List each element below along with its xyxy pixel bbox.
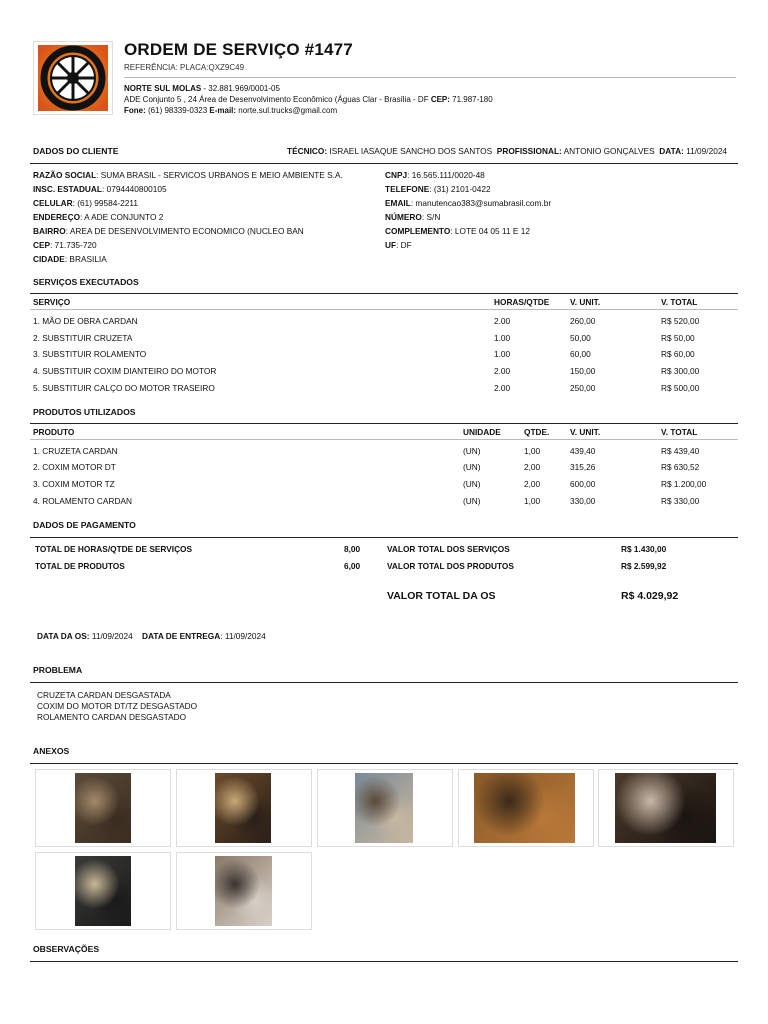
delivery-date: : 11/09/2024 xyxy=(220,631,266,641)
products-total-label: VALOR TOTAL DOS PRODUTOS xyxy=(387,561,514,571)
section-observations: OBSERVAÇÕES xyxy=(33,944,100,954)
company-logo xyxy=(33,41,113,115)
header-divider xyxy=(124,77,736,78)
company-phone-label: Fone: xyxy=(124,106,146,115)
client-field: COMPLEMENTO: LOTE 04 05 11 E 12 xyxy=(385,226,530,236)
total-products: 6,00 xyxy=(344,561,361,571)
services-header-service: SERVIÇO xyxy=(33,297,71,307)
os-date: 11/09/2024 xyxy=(89,631,133,641)
problem-line: ROLAMENTO CARDAN DESGASTADO xyxy=(37,712,187,722)
company-email: norte.sul.trucks@gmail.com xyxy=(236,106,338,115)
services-header-total: V. TOTAL xyxy=(661,297,698,307)
company-address-line xyxy=(124,95,493,104)
products-header-unit: UNIDADE xyxy=(463,427,501,437)
attachment-thumbnail[interactable] xyxy=(35,769,171,847)
attachment-thumbnail[interactable] xyxy=(35,852,171,930)
client-field: CNPJ: 16.565.111/0020-48 xyxy=(385,170,485,180)
services-total: R$ 1.430,00 xyxy=(621,544,667,554)
section-client: DADOS DO CLIENTE xyxy=(33,146,119,156)
products-total: R$ 2.599,92 xyxy=(621,561,667,571)
section-payment: DADOS DE PAGAMENTO xyxy=(33,520,136,530)
attachment-photo xyxy=(474,773,575,843)
client-field: CEP: 71.735-720 xyxy=(33,240,97,250)
company-email-label: E-mail: xyxy=(209,106,237,115)
profissional: ANTONIO GONÇALVES xyxy=(561,146,655,156)
products-header-vunit: V. UNIT. xyxy=(570,427,601,437)
attachment-thumbnail[interactable] xyxy=(598,769,734,847)
company-cep-label: CEP: xyxy=(430,95,450,104)
problem-line: COXIM DO MOTOR DT/TZ DESGASTADO xyxy=(37,701,198,711)
services-header-rule xyxy=(30,309,738,310)
client-field: TELEFONE: (31) 2101-0422 xyxy=(385,184,491,194)
services-divider xyxy=(30,293,738,294)
section-attachments: ANEXOS xyxy=(33,746,70,756)
section-problem: PROBLEMA xyxy=(33,665,83,675)
company-phone: (61) 98339-0323 xyxy=(145,106,210,115)
tecnico: ISRAEL IASAQUE SANCHO DOS SANTOS xyxy=(327,146,493,156)
tecnico-label: TÉCNICO: xyxy=(287,146,328,156)
company-line xyxy=(124,84,280,93)
os-date-label: DATA DA OS: xyxy=(37,631,90,641)
client-field: EMAIL: manutencao383@sumabrasil.com.br xyxy=(385,198,552,208)
total-hours: 8,00 xyxy=(344,544,361,554)
products-header-product: PRODUTO xyxy=(33,427,75,437)
observations-divider xyxy=(30,961,738,962)
client-divider xyxy=(30,163,738,164)
client-field: ENDEREÇO: A ADE CONJUNTO 2 xyxy=(33,212,164,222)
products-header-total: V. TOTAL xyxy=(661,427,698,437)
attachment-photo xyxy=(75,856,131,926)
total-hours-label: TOTAL DE HORAS/QTDE DE SERVIÇOS xyxy=(35,544,193,554)
company-cnpj: - 32.881.969/0001-05 xyxy=(201,84,280,93)
attachment-photo xyxy=(215,856,272,926)
problem-divider xyxy=(30,682,738,683)
attachment-thumbnail[interactable] xyxy=(458,769,594,847)
attachments-divider xyxy=(30,763,738,764)
profissional-label: PROFISSIONAL: xyxy=(496,146,562,156)
page-title: ORDEM DE SERVIÇO #1477 xyxy=(124,40,353,59)
services-header-unit: V. UNIT. xyxy=(570,297,601,307)
attachment-photo xyxy=(215,773,271,843)
company-cep: 71.987-180 xyxy=(449,95,493,104)
data-value: 11/09/2024 xyxy=(683,146,728,156)
os-total-label: VALOR TOTAL DA OS xyxy=(387,590,496,602)
services-header-hours: HORAS/QTDE xyxy=(494,297,550,307)
attachment-photo xyxy=(75,773,131,843)
client-field: UF: DF xyxy=(385,240,412,250)
problem-line: CRUZETA CARDAN DESGASTADA xyxy=(37,690,171,700)
client-meta xyxy=(287,146,727,156)
products-header-rule xyxy=(30,439,738,440)
company-name: NORTE SUL MOLAS xyxy=(124,84,202,93)
section-services: SERVIÇOS EXECUTADOS xyxy=(33,277,139,287)
client-field: RAZÃO SOCIAL: SUMA BRASIL - SERVICOS URBANOS E MEIO AMBIENTE S.A. xyxy=(33,170,343,180)
services-total-label: VALOR TOTAL DOS SERVIÇOS xyxy=(387,544,510,554)
payment-divider xyxy=(30,537,738,538)
client-field: INSC. ESTADUAL: 0794440800105 xyxy=(33,184,167,194)
attachment-photo xyxy=(615,773,716,843)
products-divider xyxy=(30,423,738,424)
client-field: BAIRRO: AREA DE DESENVOLVIMENTO ECONOMICO (NUCLEO BAN xyxy=(33,226,304,236)
section-products: PRODUTOS UTILIZADOS xyxy=(33,407,136,417)
client-field: CIDADE: BRASILIA xyxy=(33,254,107,264)
attachment-thumbnail[interactable] xyxy=(317,769,453,847)
dates-line xyxy=(37,631,266,641)
products-header-qty: QTDE. xyxy=(524,427,550,437)
os-total: R$ 4.029,92 xyxy=(621,590,679,602)
attachment-photo xyxy=(355,773,413,843)
company-contact-line xyxy=(124,106,337,115)
client-field: NÚMERO: S/N xyxy=(385,212,441,222)
attachment-thumbnail[interactable] xyxy=(176,852,312,930)
delivery-date-label: DATA DE ENTREGA xyxy=(142,631,221,641)
total-products-label: TOTAL DE PRODUTOS xyxy=(35,561,125,571)
company-address: ADE Conjunto 5 , 24 Área de Desenvolvimento Econômico (Águas Clar - Brasília - DF xyxy=(124,95,429,104)
client-field: CELULAR: (61) 99584-2211 xyxy=(33,198,138,208)
data-label: DATA: xyxy=(659,146,684,156)
wheel-logo-icon xyxy=(38,45,108,111)
attachment-thumbnail[interactable] xyxy=(176,769,312,847)
reference: REFERÊNCIA: PLACA:QXZ9C49 xyxy=(124,63,245,72)
